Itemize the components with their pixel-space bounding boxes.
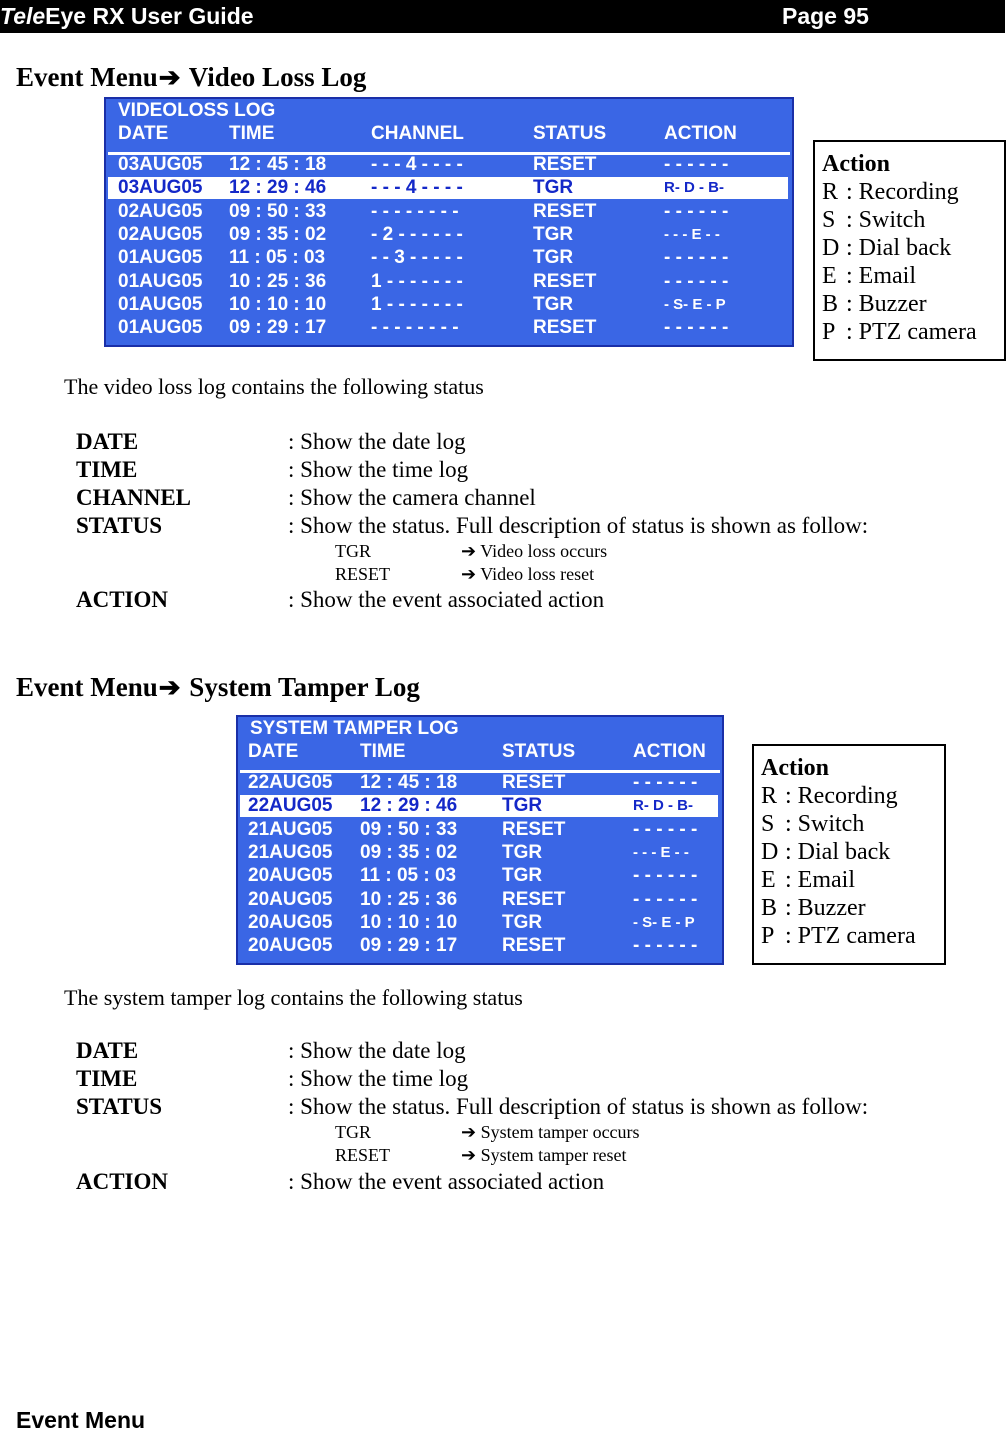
legend-item [822,262,1004,290]
osd-column-header: STATUS [502,741,576,762]
osd-cell-time: 09 : 29 : 17 [360,935,458,957]
osd-cell-channel: 1 - - - - - - - [371,293,463,315]
legend-item [822,318,1004,346]
status-meaning: ➔ Video loss occurs [461,541,608,561]
status-code: TGR [335,541,371,561]
osd-cell-time: 10 : 25 : 36 [229,270,327,292]
field-term: CHANNEL [76,485,192,510]
osd-cell-time: 11 : 05 : 03 [360,865,457,887]
field-description: : Show the status. Full description of status is shown as follow: [288,513,869,538]
osd-cell-date: 20AUG05 [248,935,333,957]
osd-cell-date: 21AUG05 [248,818,333,840]
osd-cell-time: 11 : 05 : 03 [229,247,326,269]
osd-cell-time: 09 : 29 : 17 [229,317,327,339]
legend-value: : Buzzer [846,291,927,317]
title-suffix: System Tamper Log [182,672,420,702]
arrow-icon: ➔ [158,63,181,92]
brand-rest: Eye RX User Guide [45,3,254,29]
legend-key: E [822,263,837,289]
osd-cell-status: TGR [502,795,543,817]
osd-cell-action: - - - - - - [633,818,698,840]
osd-cell-action: - - - - - - [664,200,729,222]
legend-title: Action [761,755,829,781]
osd-cell-status: TGR [502,911,543,933]
osd-column-header: STATUS [533,123,607,144]
osd-cell-status: RESET [533,317,597,339]
legend-key: R [822,179,839,205]
osd-cell-status: TGR [533,223,574,245]
osd-cell-date: 21AUG05 [248,841,333,863]
legend-item [761,894,944,922]
footer-heading: Event Menu [16,1407,146,1433]
osd-cell-date: 03AUG05 [118,177,203,199]
status-code: TGR [335,1122,371,1142]
legend-key: D [822,235,840,261]
status-code: RESET [335,564,391,584]
osd-cell-date: 01AUG05 [118,247,203,269]
osd-cell-date: 03AUG05 [118,154,203,175]
osd-cell-status: RESET [502,772,566,793]
osd-cell-time: 09 : 50 : 33 [229,200,327,222]
legend-item [822,290,1004,318]
osd-cell-date: 02AUG05 [118,200,203,222]
field-term: TIME [76,1066,138,1091]
osd-cell-time: 10 : 25 : 36 [360,888,458,910]
osd-cell-date: 01AUG05 [118,317,203,339]
legend-key: R [761,783,778,809]
osd-cell-action: - - - - - - [633,772,698,793]
legend-value: : Email [785,867,855,893]
field-description: : Show the camera channel [288,485,536,510]
osd-cell-status: TGR [502,841,543,863]
osd-cell-time: 09 : 50 : 33 [360,818,458,840]
osd-cell-status: TGR [533,177,574,199]
osd-cell-channel: - - 3 - - - - - [371,247,463,269]
legend-key: S [761,811,775,837]
osd-cell-action: R- D - B- [664,179,724,197]
legend-value: : Dial back [785,839,891,865]
osd-cell-time: 12 : 29 : 46 [229,177,327,199]
osd-cell-action: - S- E - P [633,913,695,931]
osd-cell-channel: - - - - - - - - [371,200,459,222]
legend-key: P [761,923,775,949]
osd-cell-date: 02AUG05 [118,223,203,245]
osd-column-header: TIME [360,741,406,762]
arrow-icon: ➔ [158,673,181,702]
osd-cell-status: TGR [533,293,574,315]
osd-column-header: ACTION [633,741,706,762]
osd-title: VIDEOLOSS LOG [118,100,276,121]
status-code: RESET [335,1145,391,1165]
osd-cell-action: R- D - B- [633,797,693,815]
osd-cell-channel: - 2 - - - - - - [371,223,463,245]
page-number: Page 95 [782,3,869,29]
osd-cell-date: 22AUG05 [248,795,333,817]
osd-cell-status: RESET [502,935,566,957]
osd-cell-date: 22AUG05 [248,772,333,793]
osd-cell-date: 01AUG05 [118,270,203,292]
video-loss-action-legend [813,140,1006,361]
osd-cell-action: - - - E - - [633,843,689,861]
field-description: : Show the date log [288,429,466,454]
field-description: : Show the event associated action [288,1169,605,1194]
field-term: STATUS [76,1094,163,1119]
legend-value: : Recording [846,179,959,205]
field-description: : Show the date log [288,1038,466,1063]
field-term: DATE [76,1038,139,1063]
osd-cell-time: 09 : 35 : 02 [360,841,458,863]
page-header [0,0,1005,33]
legend-item [822,234,1004,262]
osd-cell-action: - - - - - - [664,154,729,175]
osd-column-header: TIME [229,123,275,144]
legend-value: : Recording [785,783,898,809]
osd-cell-action: - S- E - P [664,295,726,313]
osd-column-header: DATE [118,123,169,144]
osd-cell-time: 09 : 35 : 02 [229,223,327,245]
osd-cell-time: 12 : 45 : 18 [229,154,327,175]
field-term: ACTION [76,1169,169,1194]
field-term: TIME [76,457,138,482]
tamper-intro: The system tamper log contains the following status [64,985,523,1010]
osd-cell-channel: 1 - - - - - - - [371,270,463,292]
osd-cell-status: RESET [533,270,597,292]
field-description: : Show the time log [288,457,469,482]
osd-cell-action: - - - - - - [664,270,729,292]
osd-cell-action: - - - - - - [633,888,698,910]
legend-item [761,838,944,866]
osd-cell-time: 10 : 10 : 10 [229,293,327,315]
osd-cell-status: TGR [533,247,574,269]
field-description: : Show the status. Full description of status is shown as follow: [288,1094,869,1119]
osd-cell-status: RESET [502,818,566,840]
legend-value: : Switch [785,811,865,837]
legend-key: B [822,291,839,317]
brand-italic: Tele [0,3,46,29]
tamper-action-legend [752,744,946,965]
legend-item [761,810,944,838]
legend-value: : Dial back [846,235,952,261]
osd-cell-time: 10 : 10 : 10 [360,911,458,933]
osd-column-header: DATE [248,741,299,762]
osd-column-header: ACTION [664,123,737,144]
title-suffix: Video Loss Log [182,62,367,92]
field-description: : Show the event associated action [288,587,605,612]
legend-item [761,866,944,894]
legend-key: E [761,867,776,893]
osd-cell-action: - - - E - - [664,225,720,243]
osd-cell-action: - - - - - - [664,317,729,339]
osd-cell-date: 20AUG05 [248,865,333,887]
osd-cell-status: RESET [533,154,597,175]
field-description: : Show the time log [288,1066,469,1091]
legend-key: S [822,207,836,233]
field-term: ACTION [76,587,169,612]
video-loss-osd [104,97,794,347]
legend-value: : Switch [846,207,926,233]
field-term: DATE [76,429,139,454]
osd-cell-action: - - - - - - [633,935,698,957]
osd-cell-action: - - - - - - [664,247,729,269]
tamper-osd [236,715,724,965]
legend-value: : Email [846,263,916,289]
video-loss-section-title [16,62,366,93]
osd-cell-time: 12 : 29 : 46 [360,795,458,817]
legend-key: D [761,839,779,865]
legend-title: Action [822,151,890,177]
title-prefix: Event Menu [16,62,158,92]
osd-column-header: CHANNEL [371,123,464,144]
osd-cell-time: 12 : 45 : 18 [360,772,458,793]
legend-key: B [761,895,778,921]
osd-cell-date: 20AUG05 [248,888,333,910]
osd-cell-status: RESET [502,888,566,910]
osd-cell-channel: - - - 4 - - - - [371,154,463,175]
status-meaning: ➔ Video loss reset [461,564,595,584]
osd-title: SYSTEM TAMPER LOG [250,718,459,739]
legend-item [761,782,944,810]
legend-value: : PTZ camera [846,319,977,345]
guide-title [0,3,254,30]
legend-item [822,206,1004,234]
status-meaning: ➔ System tamper reset [461,1145,627,1165]
legend-key: P [822,319,836,345]
legend-item [761,922,944,950]
osd-cell-status: RESET [533,200,597,222]
legend-value: : PTZ camera [785,923,916,949]
status-meaning: ➔ System tamper occurs [461,1122,640,1142]
osd-cell-channel: - - - 4 - - - - [371,177,463,199]
osd-cell-date: 01AUG05 [118,293,203,315]
osd-cell-date: 20AUG05 [248,911,333,933]
legend-item [822,178,1004,206]
field-term: STATUS [76,513,163,538]
osd-cell-action: - - - - - - [633,865,698,887]
osd-cell-status: TGR [502,865,543,887]
title-prefix: Event Menu [16,672,158,702]
legend-value: : Buzzer [785,895,866,921]
tamper-section-title [16,672,420,703]
video-loss-intro: The video loss log contains the following status [64,374,484,399]
osd-cell-channel: - - - - - - - - [371,317,459,339]
